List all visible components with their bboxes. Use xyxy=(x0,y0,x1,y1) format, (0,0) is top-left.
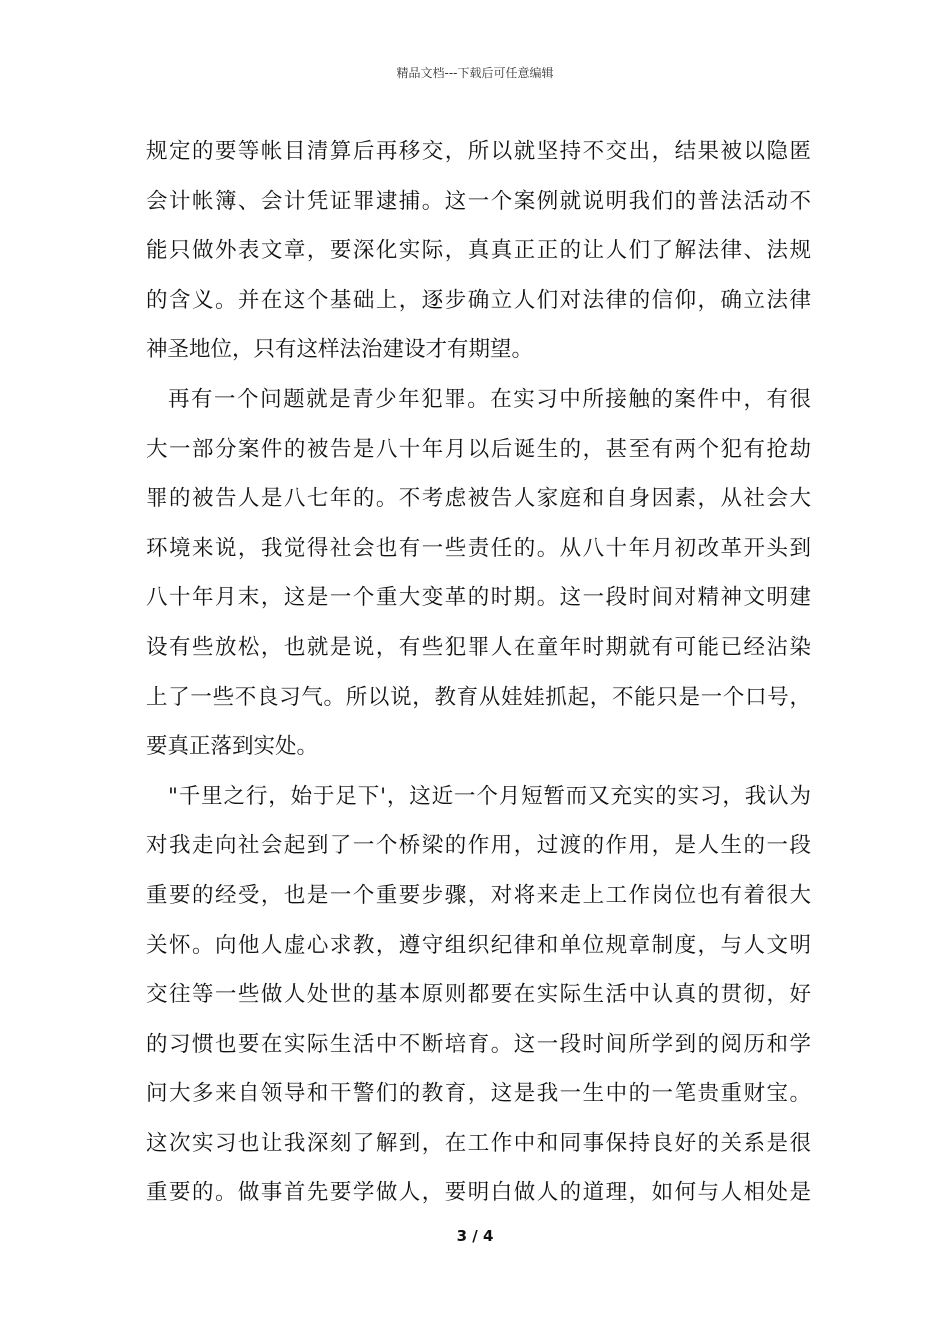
text-line: 要真正落到实处。 xyxy=(146,734,319,760)
text-line: 对我走向社会起到了一个桥梁的作用，过渡的作用，是人生的一段 xyxy=(146,833,811,859)
text-line: 环境来说，我觉得社会也有一些责任的。从八十年月初改革开头到 xyxy=(146,535,811,561)
text-line: 的习惯也要在实际生活中不断培育。这一段时间所学到的阅历和学 xyxy=(146,1031,811,1057)
text-line: 设有些放松，也就是说，有些犯罪人在童年时期就有可能已经沾染 xyxy=(146,634,811,660)
page-header: 精品文档---下载后可任意编辑 xyxy=(396,66,554,80)
text-line: 上了一些不良习气。所以说，教育从娃娃抓起，不能只是一个口号， xyxy=(146,684,811,710)
text-line: 会计帐簿、会计凭证罪逮捕。这一个案例就说明我们的普法活动不 xyxy=(146,188,811,214)
text-line: 问大多来自领导和干警们的教育，这是我一生中的一笔贵重财宝。 xyxy=(146,1081,811,1107)
text-line: 重要的经受，也是一个重要步骤，对将来走上工作岗位也有着很大 xyxy=(146,882,811,908)
text-line: 关怀。向他人虚心求教，遵守组织纪律和单位规章制度，与人文明 xyxy=(146,932,811,958)
text-line: 八十年月末，这是一个重大变革的时期。这一段时间对精神文明建 xyxy=(146,585,811,611)
text-line: 罪的被告人是八七年的。不考虑被告人家庭和自身因素，从社会大 xyxy=(146,486,811,512)
text-line: 这次实习也让我深刻了解到，在工作中和同事保持良好的关系是很 xyxy=(146,1130,811,1156)
text-line: 能只做外表文章，要深化实际，真真正正的让人们了解法律、法规 xyxy=(146,238,811,264)
text-line: 再有一个问题就是青少年犯罪。在实习中所接触的案件中，有很 xyxy=(168,386,811,412)
text-line: "千里之行，始于足下'，这近一个月短暂而又充实的实习，我认为 xyxy=(168,783,811,809)
text-line: 大一部分案件的被告是八十年月以后诞生的，甚至有两个犯有抢劫 xyxy=(146,436,811,462)
text-line: 规定的要等帐目清算后再移交，所以就坚持不交出，结果被以隐匿 xyxy=(146,139,811,164)
text-line: 神圣地位，只有这样法治建设才有期望。 xyxy=(146,337,534,363)
text-line: 的含义。并在这个基础上，逐步确立人们对法律的信仰，确立法律 xyxy=(146,287,811,313)
text-line: 交往等一些做人处世的基本原则都要在实际生活中认真的贯彻，好 xyxy=(146,982,811,1008)
page-number: 3 / 4 xyxy=(456,1227,494,1245)
text-line: 重要的。做事首先要学做人，要明白做人的道理，如何与人相处是 xyxy=(146,1180,811,1206)
body-text xyxy=(146,127,811,1218)
